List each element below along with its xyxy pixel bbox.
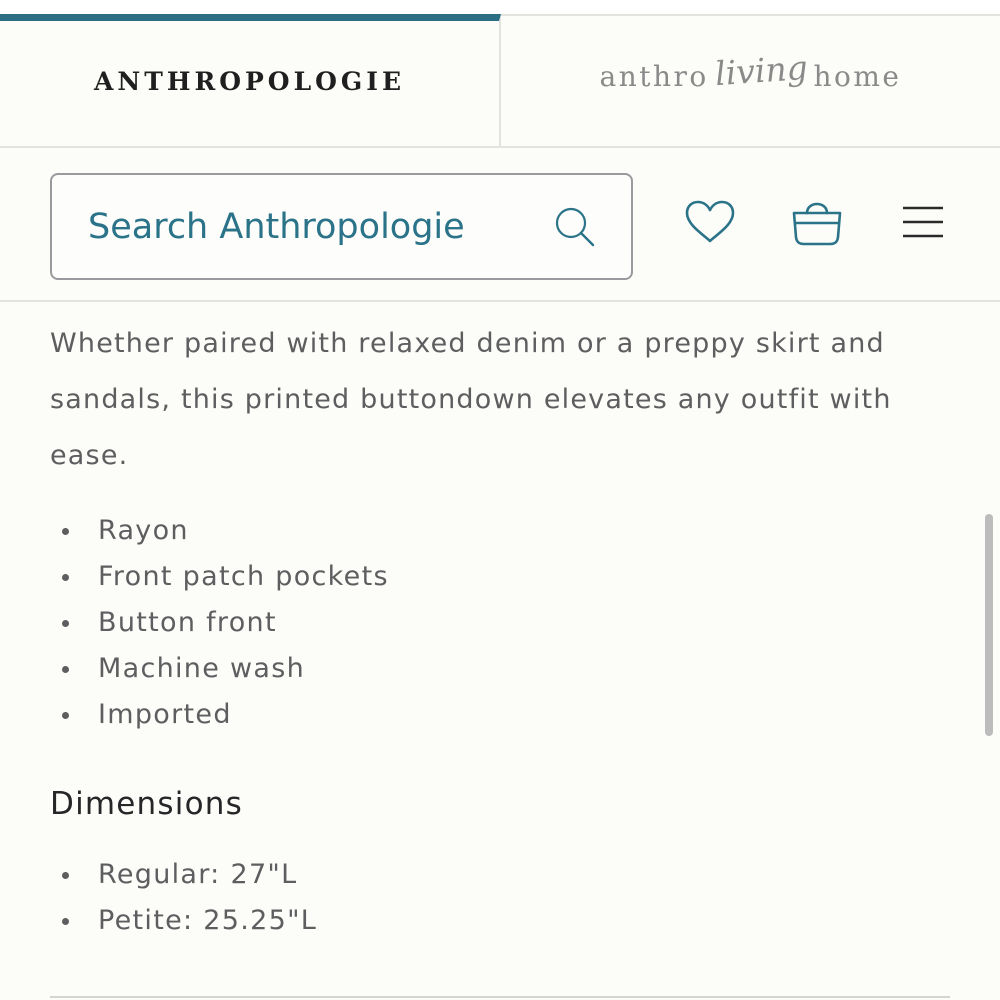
brand-tabs [0, 14, 1000, 148]
feature-item: Button front [50, 600, 950, 646]
dimensions-heading: Dimensions [50, 786, 243, 822]
anthroliving-logo-suffix: home [813, 59, 902, 93]
scrollbar-thumb[interactable] [985, 514, 993, 736]
search-icon[interactable] [552, 204, 598, 250]
feature-item: Front patch pockets [50, 554, 950, 600]
anthroliving-logo-prefix: anthro [599, 59, 709, 93]
tab-anthropologie[interactable] [0, 14, 501, 146]
dimension-item: Regular: 27"L [50, 852, 950, 898]
tab-anthroliving-home[interactable] [501, 14, 1000, 146]
hamburger-menu-icon[interactable] [902, 205, 944, 239]
search-input[interactable] [88, 175, 528, 278]
shopping-bag-icon[interactable] [790, 197, 844, 247]
anthropologie-logo-text: ANTHROPOLOGIE [93, 67, 406, 96]
anthroliving-logo [599, 47, 902, 96]
anthroliving-logo-script: living [713, 47, 809, 93]
section-divider [50, 996, 950, 998]
site-header [0, 148, 1000, 302]
product-details [50, 316, 950, 944]
feature-item: Imported [50, 692, 950, 738]
search-box[interactable] [50, 173, 633, 280]
dimensions-list [50, 852, 950, 944]
heart-icon[interactable] [684, 200, 736, 244]
product-description: Whether paired with relaxed denim or a preppy skirt and sandals, this printed buttondown elevates any outfit with ease. [50, 328, 892, 471]
dimension-item: Petite: 25.25"L [50, 898, 950, 944]
top-strip [0, 0, 1000, 14]
feature-item: Machine wash [50, 646, 950, 692]
feature-list [50, 508, 950, 738]
feature-item: Rayon [50, 508, 950, 554]
